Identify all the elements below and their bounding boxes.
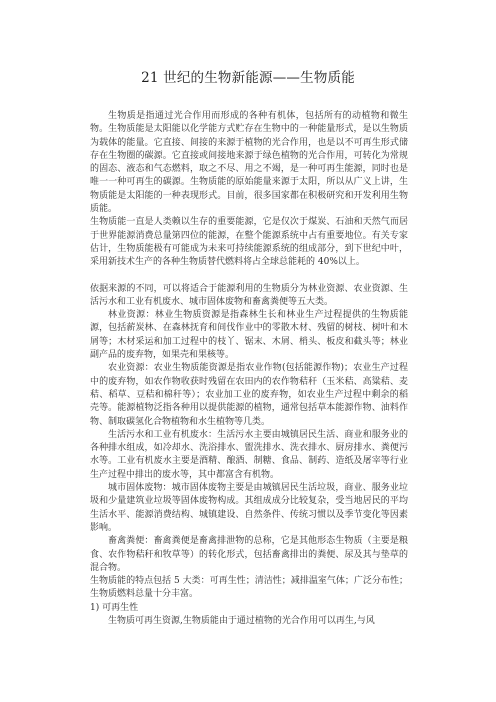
document-body (90, 110, 408, 628)
paragraph-livestock-manure: 畜禽粪便：畜禽粪便是畜禽排泄物的总称，它是其他形态生物质（主要是粮食、农作物秸秆和牧草等）的转化形式，包括畜禽排出的粪便、尿及其与垫草的混合物。 (90, 536, 408, 573)
paragraph-forestry-resources: 林业资源：林业生物质资源是指森林生长和林业生产过程提供的生物质能源，包括薪炭林、在森林抚育和间伐作业中的零散木材、残留的树枝、树叶和木屑等；木材采运和加工过程中的枝丫、锯末、木屑、梢头、板皮和截头等；林业副产品的废弃物，如果壳和果核等。 (90, 310, 408, 361)
paragraph-gap (90, 270, 408, 283)
paragraph-source-categories: 依据来源的不同，可以将适合于能源利用的生物质分为林业资源、农业资源、生活污水和工业有机废水、城市固体废物和畜禽粪便等五大类。 (90, 283, 408, 307)
paragraph-biomass-definition: 生物质是指通过光合作用而形成的各种有机体，包括所有的动植物和微生物。生物质能是太阳能以化学能方式贮存在生物中的一种能量形式，是以生物质为载体的能量。它直接、间接的来源于植物的光合作用，也是以不可再生形式储存在生物圈的碳源。它直接或间接地来源于绿色植物的光合作用，可转化为常规的固态、液态和气态燃料，取之不尽、用之不竭，是一种可再生能源，同时也是唯一一种可再生的碳源。生物质能的原始能量来源于太阳，所以从广义上讲，生物质能是太阳能的一种表现形式。目前，很多国家都在积极研究和开发利用生物质能。 (90, 111, 408, 215)
paragraph-energy-importance: 生物质能一直是人类赖以生存的重要能源，它是仅次于煤炭、石油和天然气而居于世界能源消费总量第四位的能源，在整个能源系统中占有重要地位。有关专家估计，生物质能极有可能成为未来可持续能源系统的组成部分，到下世纪中叶，采用新技术生产的各种生物质替代燃料将占全球总能耗的 40%以上。 (90, 217, 408, 268)
section-heading-renewability: 1) 可再生性 (90, 602, 139, 613)
document-title: 21 世纪的生物新能源——生物质能 (141, 70, 355, 86)
paragraph-renewability-text: 生物质可再生资源,生物质能由于通过植物的光合作用可以再生,与风 (108, 615, 375, 626)
paragraph-wastewater: 生活污水和工业有机废水：生活污水主要由城镇居民生活、商业和服务业的各种排水组成，如冷却水、洗浴排水、盥洗排水、洗衣排水、厨房排水、粪便污水等。工业有机废水主要是酒精、酿酒、制糖、食品、制药、造纸及屠宰等行业生产过程中排出的废水等，其中都富含有机物。 (90, 429, 408, 480)
paragraph-biomass-characteristics: 生物质能的特点包括 5 大类：可再生性；清洁性；减排温室气体；广泛分布性；生物质燃料总量十分丰富。 (90, 576, 408, 600)
paragraph-agricultural-resources: 农业资源：农业生物质能资源是指农业作物(包括能源作物)；农业生产过程中的废弃物，如农作物收获时残留在农田内的农作物秸秆（玉米秸、高粱秸、麦秸、稻草、豆秸和棉秆等）；农业加工业的废弃物，如农业生产过程中剩余的稻壳等。能源植物泛指各种用以提供能源的植物，通常包括草本能源作物、油料作物、制取碳氢化合物植物和水生植物等几类。 (90, 363, 408, 427)
paragraph-municipal-solid-waste: 城市固体废物：城市固体废物主要是由城镇居民生活垃圾，商业、服务业垃圾和少量建筑业垃圾等固体废物构成。其组成成分比较复杂，受当地居民的平均生活水平、能源消费结构、城镇建设、自然条件、传统习惯以及季节变化等因素影响。 (90, 483, 408, 533)
